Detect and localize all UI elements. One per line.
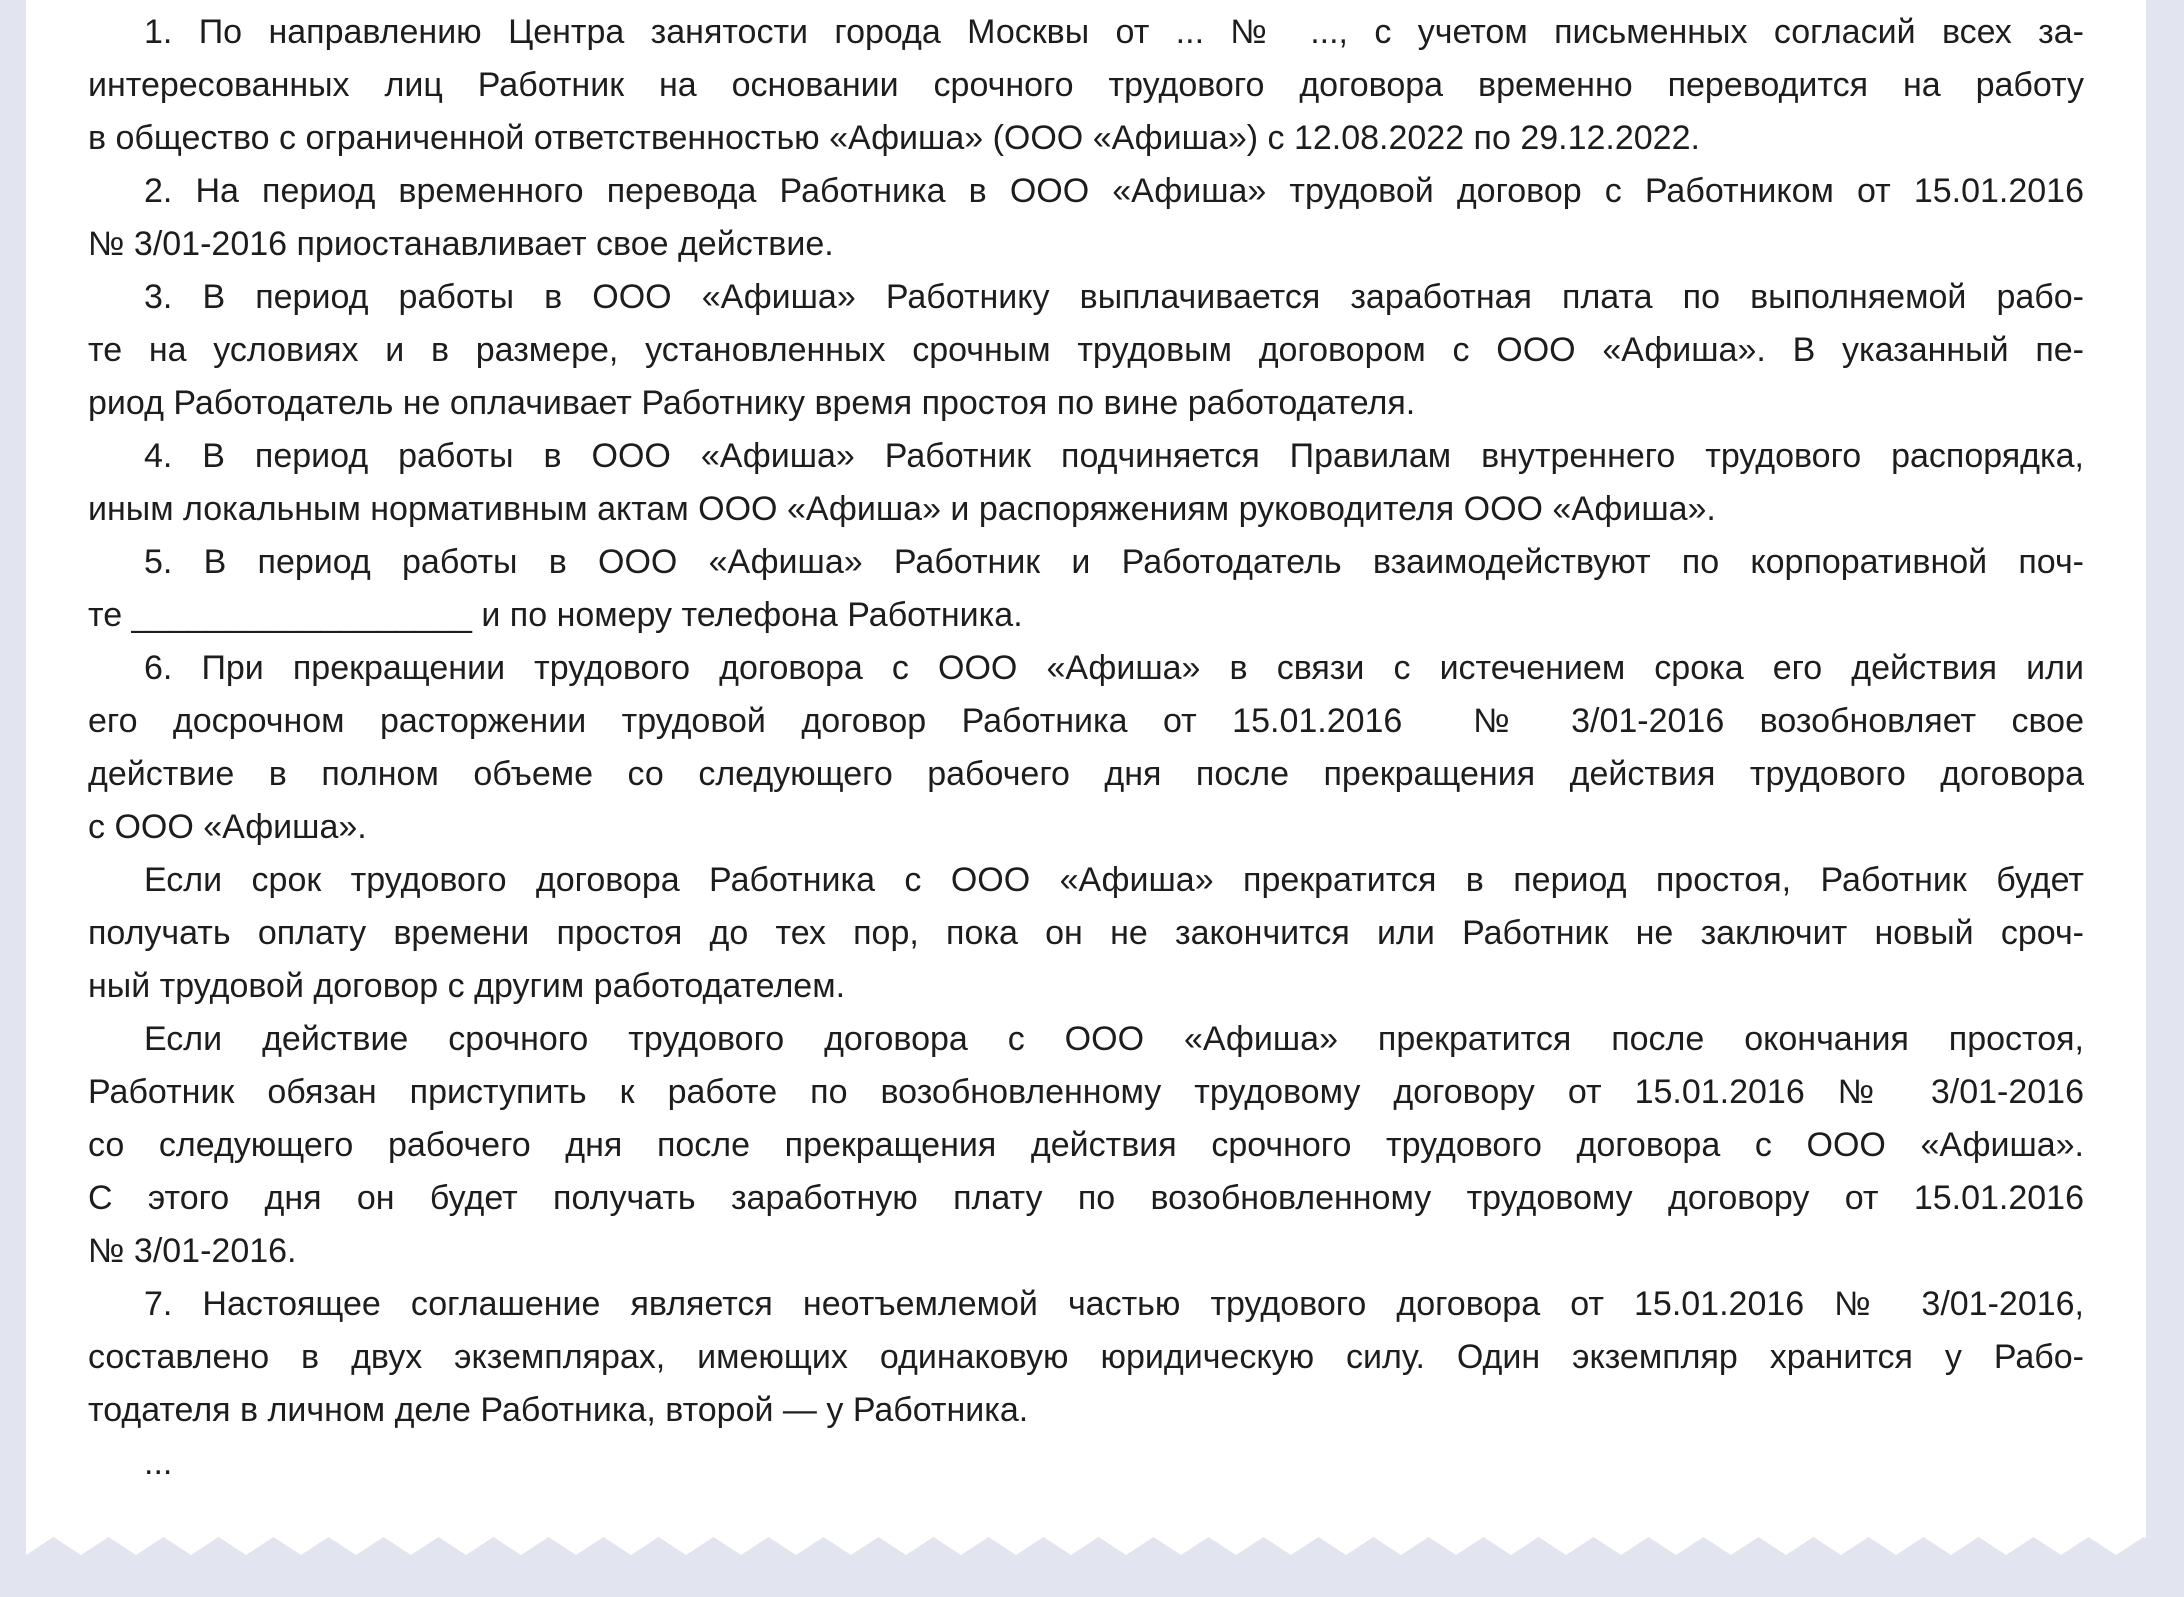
- paragraph: [88, 854, 2084, 1013]
- text-line: 6. При прекращении трудового договора с ООО «Афиша» в связи с истечением срока его действия или: [144, 649, 2084, 687]
- text-line: Если действие срочного трудового договора с ООО «Афиша» прекратится после окончания простоя,: [144, 1020, 2084, 1058]
- text-line: те __________________ и по номеру телефона Работника.: [88, 596, 1023, 634]
- text-line: № 3/01-2016 приостанавливает свое действие.: [88, 225, 834, 263]
- paragraph: [88, 536, 2084, 642]
- paragraph: [88, 6, 2084, 165]
- text-line: действие в полном объеме со следующего рабочего дня после прекращения действия трудового договора: [88, 755, 2084, 793]
- text-line: Если срок трудового договора Работника с ООО «Афиша» прекратится в период простоя, Работник будет: [144, 861, 2084, 899]
- text-line: с ООО «Афиша».: [88, 808, 367, 846]
- text-line: со следующего рабочего дня после прекращения действия срочного трудового договора с ООО «Афиша».: [88, 1126, 2084, 1164]
- text-line: иным локальным нормативным актам ООО «Афиша» и распоряжениям руководителя ООО «Афиша».: [88, 490, 1716, 528]
- text-line: получать оплату времени простоя до тех пор, пока он не закончится или Работник не заключит новый сроч-: [88, 914, 2084, 952]
- text-line: 4. В период работы в ООО «Афиша» Работник подчиняется Правилам внутреннего трудового распорядка,: [144, 437, 2084, 475]
- paragraph: [88, 642, 2084, 854]
- text-line: ...: [144, 1444, 173, 1482]
- text-line: Работник обязан приступить к работе по возобновленному трудовому договору от 15.01.2016 № 3/01-2016: [88, 1073, 2084, 1111]
- text-line: 2. На период временного перевода Работника в ООО «Афиша» трудовой договор с Работником от 15.01.2016: [144, 172, 2084, 210]
- paragraph: [88, 165, 2084, 271]
- text-line: № 3/01-2016.: [88, 1232, 297, 1270]
- paragraph: [88, 1278, 2084, 1437]
- text-line: те на условиях и в размере, установленных срочным трудовым договором с ООО «Афиша». В указанный пе-: [88, 331, 2084, 369]
- text-line: 5. В период работы в ООО «Афиша» Работник и Работодатель взаимодействуют по корпоративной поч-: [144, 543, 2084, 581]
- document-page: [26, 0, 2146, 1537]
- text-line: 3. В период работы в ООО «Афиша» Работнику выплачивается заработная плата по выполняемой рабо-: [144, 278, 2084, 316]
- text-line: ный трудовой договор с другим работодателем.: [88, 967, 846, 1005]
- paragraph: [88, 1013, 2084, 1278]
- text-line: интересованных лиц Работник на основании срочного трудового договора временно переводится на работу: [88, 66, 2084, 104]
- paragraph: [88, 271, 2084, 430]
- text-line: его досрочном расторжении трудовой договор Работника от 15.01.2016 № 3/01-2016 возобновляет свое: [88, 702, 2084, 740]
- torn-paper-edge: [26, 1537, 2146, 1555]
- text-line: 7. Настоящее соглашение является неотъемлемой частью трудового договора от 15.01.2016 № 3/01-2016,: [144, 1285, 2084, 1323]
- text-line: риод Работодатель не оплачивает Работнику время простоя по вине работодателя.: [88, 384, 1416, 422]
- document-body: [88, 6, 2084, 1490]
- text-line: составлено в двух экземплярах, имеющих одинаковую юридическую силу. Один экземпляр хранится у Рабо-: [88, 1338, 2084, 1376]
- paragraph: [88, 1437, 2084, 1490]
- text-line: 1. По направлению Центра занятости города Москвы от ... № ..., с учетом письменных согласий всех за-: [144, 13, 2084, 51]
- paragraph: [88, 430, 2084, 536]
- text-line: тодателя в личном деле Работника, второй — у Работника.: [88, 1391, 1029, 1429]
- text-line: в общество с ограниченной ответственностью «Афиша» (ООО «Афиша») с 12.08.2022 по 29.12.2022.: [88, 119, 1700, 157]
- text-line: С этого дня он будет получать заработную плату по возобновленному трудовому договору от 15.01.2016: [88, 1179, 2084, 1217]
